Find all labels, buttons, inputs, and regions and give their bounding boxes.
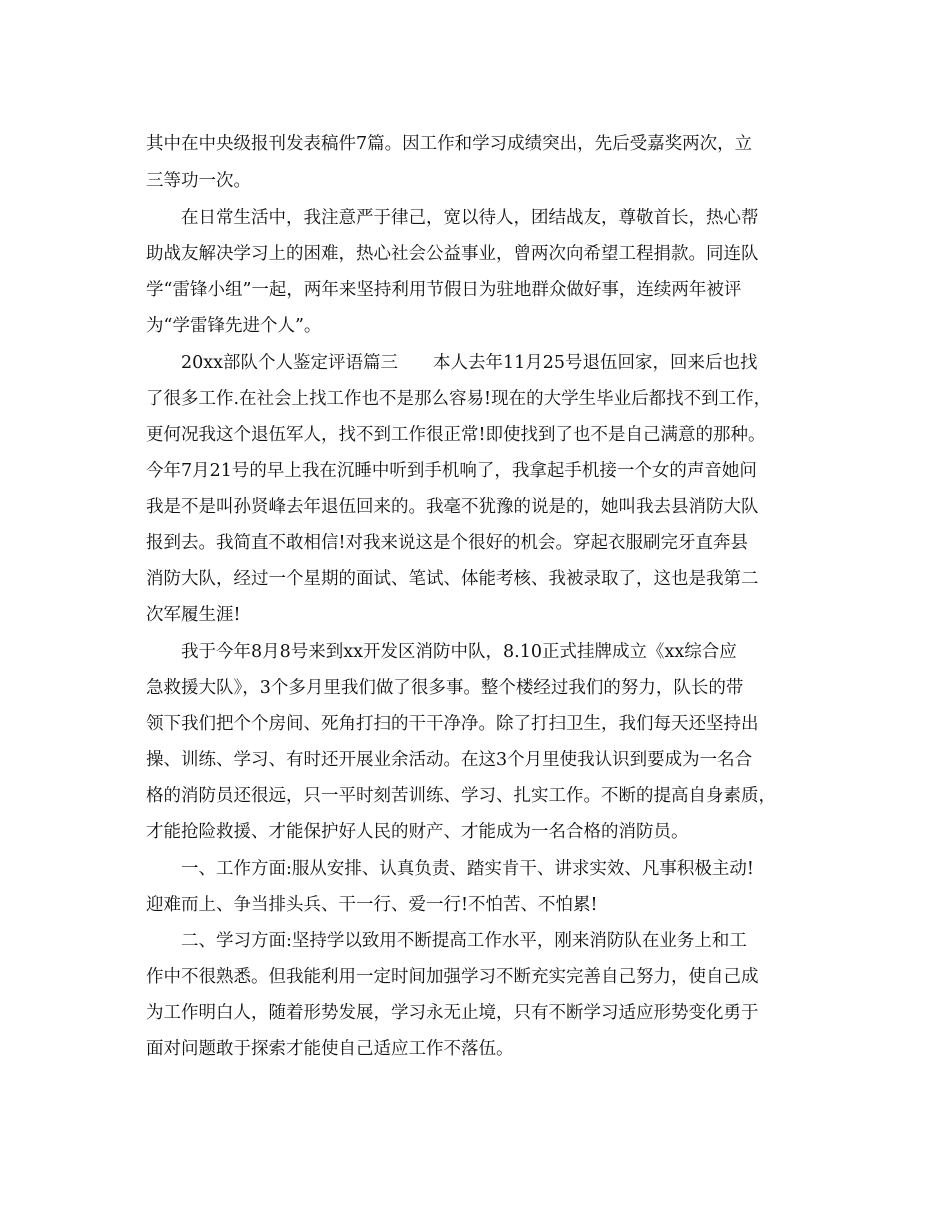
text-line: 在日常生活中，我注意严于律己，宽以待人，团结战友，尊敬首长，热心帮 — [146, 208, 759, 228]
text-line: 急救援大队》，3个多月里我们做了很多事。整个楼经过我们的努力，队长的带 — [146, 678, 744, 698]
text-line: 次军履生涯! — [146, 605, 241, 625]
text-line: 操、训练、学习、有时还开展业余活动。在这3个月里使我认识到要成为一名合 — [146, 750, 753, 770]
text-line: 格的消防员还很远，只一平时刻苦训练、学习、扎实工作。不断的提高自身素质， — [146, 786, 776, 806]
text-line: 才能抢险救援、才能保护好人民的财产、才能成为一名合格的消防员。 — [146, 822, 689, 842]
text-line: 一、工作方面:服从安排、认真负责、踏实肯干、讲求实效、凡事积极主动! — [146, 859, 754, 879]
text-line: 报到去。我简直不敢相信!对我来说这是个很好的机会。穿起衣服刷完牙直奔县 — [146, 533, 749, 553]
text-line: 领下我们把个个房间、死角打扫的干干净净。除了打扫卫生，我们每天还坚持出 — [146, 714, 759, 734]
text-line: 消防大队，经过一个星期的面试、笔试、体能考核、我被录取了，这也是我第二 — [146, 569, 759, 589]
text-line: 面对问题敢于探索才能使自己适应工作不落伍。 — [146, 1039, 514, 1059]
text-line: 三等功一次。 — [146, 171, 251, 191]
text-line: 作中不很熟悉。但我能利用一定时间加强学习不断充实完善自己努力，使自己成 — [146, 967, 759, 987]
text-line: 我是不是叫孙贤峰去年退伍回来的。我毫不犹豫的说是的，她叫我去县消防大队 — [146, 497, 759, 517]
text-line: 为工作明白人，随着形势发展，学习永无止境，只有不断学习适应形势变化勇于 — [146, 1003, 759, 1023]
text-line: 了很多工作.在社会上找工作也不是那么容易!现在的大学生毕业后都找不到工作， — [146, 389, 772, 409]
text-line: 其中在中央级报刊发表稿件7篇。因工作和学习成绩突出，先后受嘉奖两次，立 — [146, 134, 753, 154]
text-line: 为“学雷锋先进个人”。 — [146, 316, 322, 336]
text-line: 助战友解决学习上的困难，热心社会公益事业，曾两次向希望工程捐款。同连队 — [146, 244, 759, 264]
text-line: 学“雷锋小组”一起，两年来坚持利用节假日为驻地群众做好事，连续两年被评 — [146, 280, 742, 300]
text-line: 20xx部队个人鉴定评语篇三 本人去年11月25号退伍回家，回来后也找 — [146, 353, 758, 373]
text-line: 更何况我这个退伍军人，找不到工作很正常!即使找到了也不是自己满意的那种。 — [146, 425, 766, 445]
text-line: 我于今年8月8号来到xx开发区消防中队，8.10正式挂牌成立《xx综合应 — [146, 642, 737, 662]
text-line: 今年7月21号的早上我在沉睡中听到手机响了，我拿起手机接一个女的声音她问 — [146, 461, 757, 481]
text-line: 迎难而上、争当排头兵、干一行、爱一行!不怕苦、不怕累! — [146, 895, 598, 915]
text-line: 二、学习方面:坚持学以致用不断提高工作水平，刚来消防队在业务上和工 — [146, 931, 747, 951]
